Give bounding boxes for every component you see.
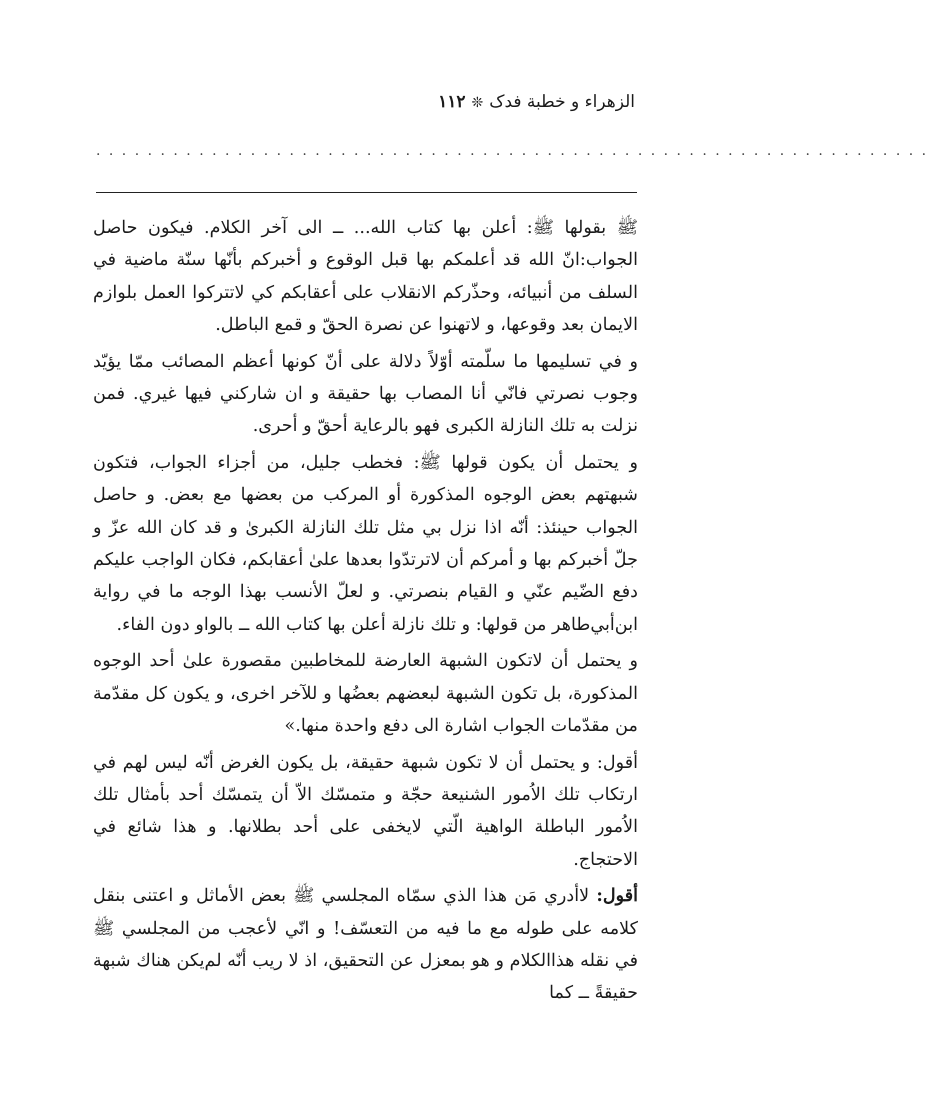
paragraph-6-text: لاأدري مَن هذا الذي سمّاه المجلسي ﷺ بعض الأماثل و اعتنى بنقل كلامه على طوله مع ما فيه من التعسّف! و انّي لأعجب من المجلسي ﷺ في نقله هذاالكلام و هو بمعزل عن التحقيق، اذ لا ريب أنّه لم‌يكن هناك شبهة حقيقةً ــ كما xyxy=(93,886,638,1004)
page-number: ۱۱۲ xyxy=(438,92,466,112)
running-header xyxy=(438,92,635,112)
header-separator: ❊ xyxy=(471,95,484,111)
paragraph-4: و يحتمل أن لاتكون الشبهة العارضة للمخاطبين مقصورة علىٰ أحد الوجوه المذكورة، بل تكون الشبهة لبعضهم بعضُها و للآخر اخرى، و يكون كل مقدّمة من مقدّمات الجواب اشارة الى دفع واحدة منها.» xyxy=(93,651,638,737)
header-rule xyxy=(96,192,637,193)
paragraph-1: ﷺ بقولها ﷺ: أعلن بها كتاب الله... ــ الى آخر الكلام. فيكون حاصل الجواب:انّ الله قد أعلمكم بها قبل الوقوع و أخبركم بأنّها سنّة ماضية في السلف من أنبيائه، وحذّركم الانقلاب على أعقابكم كي لاتتركوا العمل بلوازم الايمان بعد وقوعها، و لاتهنوا عن نصرة الحقّ و قمع الباطل. xyxy=(93,218,638,336)
paragraph-3: و يحتمل أن يكون قولها ﷺ: فخطب جليل، من أجزاء الجواب، فتكون شبهتهم بعض الوجوه المذكورة أو المركب من بعضها مع بعض. و حاصل الجواب حينئذ: أنّه اذا نزل بي مثل تلك النازلة الكبرىٰ و قد كان الله عزّ و جلّ أخبركم بها و أمركم أن لاترتدّوا بعدها علىٰ أعقابكم، فكان الواجب عليكم دفع الضّيم عنّي و القيام بنصرتي. و لعلّ الأنسب بهذا الوجه ما في رواية ابن‌أبي‌طاهر من قولها: و تلك نازلة أعلن بها كتاب الله ــ بالواو دون الفاء. xyxy=(93,452,638,635)
paragraph-2: و في تسليمها ما سلّمته أوّلاً دلالة على أنّ كونها أعظم المصائب ممّا يؤيّد وجوب نصرتي فانّي أنا المصاب بها حقيقة و ان شاركني فيها غيري. فمن نزلت به تلك النازلة الكبرى فهو بالرعاية أحقّ و أحرى. xyxy=(93,351,638,437)
paragraph-6-lead: أقول: xyxy=(596,885,638,907)
paragraph-6 xyxy=(93,880,638,1010)
header-title: الزهراء و خطبة فدک xyxy=(489,92,635,112)
paragraph-5: أقول: و يحتمل أن لا تكون شبهة حقيقة، بل يكون الغرض أنّه ليس لهم في ارتكاب تلك الاُمور الشنيعة حجّة و متمسّك الاّ أن يتمسّك أحد بأمثال تلك الاُمور الباطلة الواهية الّتي لايخفى على أحد بطلانها. و هذا شائع في الاحتجاج. xyxy=(93,752,638,870)
main-text xyxy=(93,212,638,1010)
dotted-line: · · · · · · · · · · · · · · · · · · · · · · · · · · · · · · · · · · · · · · · · · · · · · · · · · · · · · · · · · · · · · · · · · xyxy=(96,147,928,163)
